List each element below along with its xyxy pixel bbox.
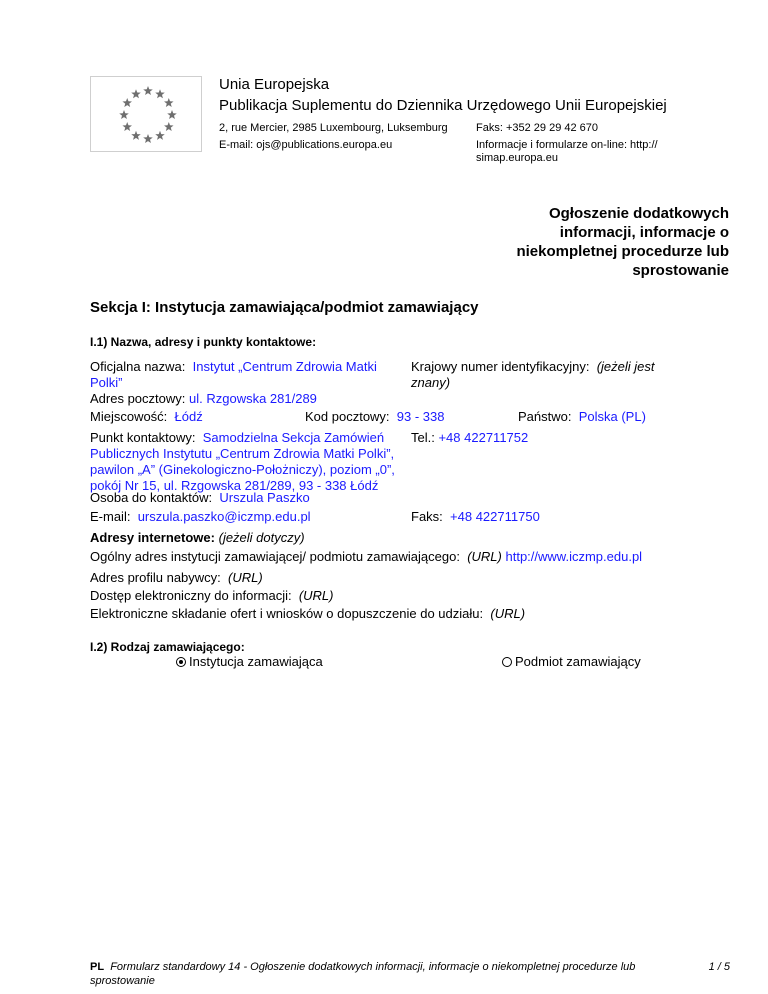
document-title-line: sprostowanie	[632, 262, 729, 279]
official-name-field	[90, 359, 390, 391]
subsection-heading: I.2) Rodzaj zamawiającego:	[90, 640, 245, 654]
header-info-line2: simap.europa.eu	[476, 152, 558, 164]
star-icon	[155, 89, 165, 98]
town-value: Łódź	[174, 409, 203, 424]
national-id-note: (jeżeli jest	[596, 359, 655, 374]
contact-person-field	[90, 490, 310, 506]
footer-form-name: sprostowanie	[90, 975, 155, 987]
star-icon	[122, 122, 132, 131]
electronic-access-url-tag: (URL)	[298, 588, 334, 603]
contact-point-value: Samodzielna Sekcja Zamówień	[202, 430, 385, 445]
official-name-label: Oficjalna nazwa:	[90, 359, 186, 374]
postal-address-label: Adres pocztowy:	[90, 391, 186, 406]
footer-language: PL	[90, 961, 105, 973]
electronic-access-label: Dostęp elektroniczny do informacji:	[90, 588, 292, 603]
official-name-value: Instytut „Centrum Zdrowia Matki	[192, 359, 377, 374]
document-title	[516, 204, 729, 280]
postal-address-field	[90, 391, 317, 407]
country-value: Polska (PL)	[578, 409, 646, 424]
header-address: 2, rue Mercier, 2985 Luxembourg, Luksemburg	[219, 122, 448, 134]
general-address-label: Ogólny adres instytucji zamawiającej/ podmiotu zamawiającego:	[90, 549, 460, 564]
contact-point-field	[90, 430, 405, 494]
radio-unselected-icon	[502, 657, 512, 667]
star-icon	[131, 89, 141, 98]
page-number: 1 / 5	[708, 961, 730, 973]
document-title-line: informacji, informacje o	[559, 224, 729, 241]
town-field	[90, 409, 203, 425]
star-icon	[164, 98, 174, 107]
contact-point-label: Punkt kontaktowy:	[90, 430, 196, 445]
star-icon	[167, 110, 177, 119]
national-id-note: znany)	[411, 375, 451, 390]
contact-point-value: Publicznych Instytutu „Centrum Zdrowia Matki Polki”,	[90, 446, 395, 461]
internet-addresses-note: (jeżeli dotyczy)	[218, 530, 305, 545]
postcode-field	[305, 409, 444, 425]
electronic-access-field	[90, 588, 334, 604]
postcode-label: Kod pocztowy:	[305, 409, 390, 424]
general-address-url-tag: (URL)	[467, 549, 502, 564]
eu-stars-icon	[91, 77, 201, 151]
fax-label: Faks:	[411, 509, 443, 524]
general-address-field	[90, 549, 642, 565]
radio-contracting-entity-label: Podmiot zamawiający	[515, 654, 641, 669]
country-label: Państwo:	[518, 409, 572, 424]
header-org: Unia Europejska	[219, 76, 330, 93]
document-title-line: niekompletnej procedurze lub	[516, 243, 729, 260]
national-id-field	[411, 359, 681, 391]
electronic-submission-field	[90, 606, 525, 622]
contact-person-label: Osoba do kontaktów:	[90, 490, 213, 505]
email-field	[90, 509, 311, 525]
postal-address-value: ul. Rzgowska 281/289	[189, 391, 317, 406]
radio-contracting-entity	[502, 654, 641, 670]
contact-point-value: pokój Nr 15, ul. Rzgowska 281/289, 93 - 338 Łódź	[90, 478, 379, 493]
contact-person-value: Urszula Paszko	[219, 490, 310, 505]
footer-form-name: Formularz standardowy 14 - Ogłoszenie dodatkowych informacji, informacje o niekompletnej procedurze lub	[110, 961, 636, 973]
star-icon	[119, 110, 129, 119]
star-icon	[143, 134, 153, 143]
radio-contracting-authority-label: Instytucja zamawiająca	[189, 654, 323, 669]
general-address-link[interactable]: http://www.iczmp.edu.pl	[505, 549, 643, 564]
tel-field	[411, 430, 528, 446]
electronic-submission-url-tag: (URL)	[490, 606, 526, 621]
official-name-value: Polki”	[90, 375, 123, 390]
buyer-profile-url-tag: (URL)	[228, 570, 263, 585]
radio-contracting-authority	[176, 654, 323, 670]
header-email: E-mail: ojs@publications.europa.eu	[219, 139, 393, 151]
star-icon	[155, 131, 165, 140]
town-label: Miejscowość:	[90, 409, 168, 424]
subsection-heading: I.1) Nazwa, adresy i punkty kontaktowe:	[90, 335, 317, 349]
email-link[interactable]: urszula.paszko@iczmp.edu.pl	[137, 509, 311, 524]
document-title-line: Ogłoszenie dodatkowych	[548, 205, 729, 222]
header-publication: Publikacja Suplementu do Dziennika Urzędowego Unii Europejskiej	[219, 97, 667, 114]
buyer-profile-field	[90, 570, 263, 586]
tel-label: Tel.:	[411, 430, 435, 445]
footer-text	[90, 960, 690, 988]
country-field	[518, 409, 646, 425]
star-icon	[131, 131, 141, 140]
star-icon	[122, 98, 132, 107]
buyer-profile-label: Adres profilu nabywcy:	[90, 570, 221, 585]
header-fax: Faks: +352 29 29 42 670	[476, 122, 599, 134]
eu-flag-logo	[90, 76, 202, 152]
internet-addresses-label: Adresy internetowe:	[90, 530, 215, 545]
section-heading: Sekcja I: Instytucja zamawiająca/podmiot zamawiający	[90, 299, 479, 316]
radio-selected-icon	[176, 657, 186, 667]
star-icon	[164, 122, 174, 131]
email-label: E-mail:	[90, 509, 131, 524]
contact-point-value: pawilon „A” (Ginekologiczno-Położniczy), poziom „0”,	[90, 462, 395, 477]
star-icon	[143, 86, 153, 95]
internet-addresses-heading	[90, 530, 305, 546]
tel-value: +48 422711752	[438, 430, 529, 445]
electronic-submission-label: Elektroniczne składanie ofert i wniosków o dopuszczenie do udziału:	[90, 606, 484, 621]
postcode-value: 93 - 338	[396, 409, 445, 424]
national-id-label: Krajowy numer identyfikacyjny:	[411, 359, 590, 374]
fax-value: +48 422711750	[450, 509, 540, 524]
header-info-line1: Informacje i formularze on-line: http://	[476, 139, 658, 151]
fax-field	[411, 509, 540, 525]
